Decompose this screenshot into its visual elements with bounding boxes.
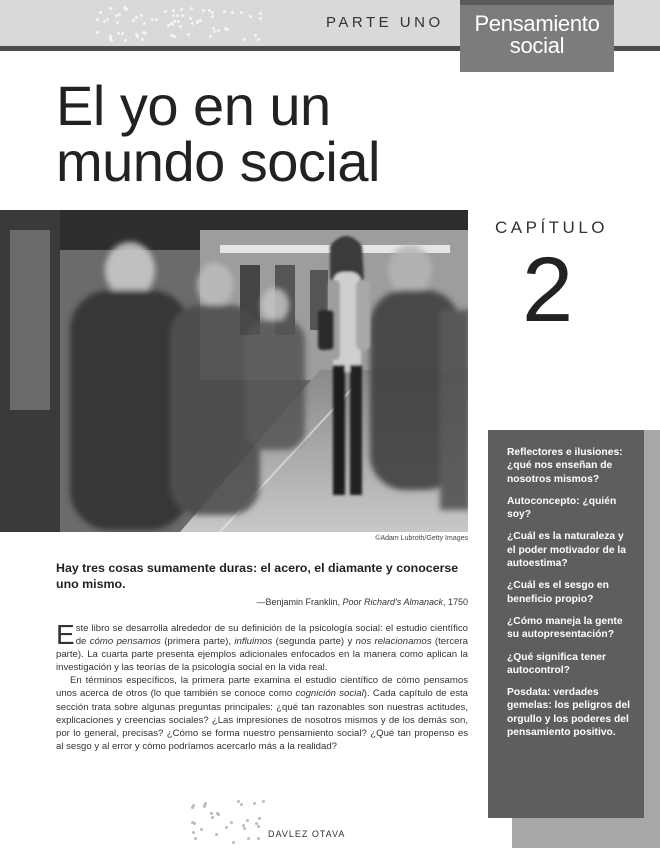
decorative-dot <box>151 18 154 21</box>
text-run: En términos específicos, la primera parte examina el estudio científico de cómo pensamos unos acerca de otros (lo que también se conoce como <box>56 675 468 700</box>
decorative-dot <box>254 34 257 37</box>
decorative-dot <box>217 29 220 32</box>
decorative-dot <box>246 819 249 822</box>
decorative-dot <box>253 802 256 805</box>
decorative-dot <box>210 812 213 815</box>
decorative-dot <box>96 31 99 34</box>
decorative-dot <box>116 21 119 24</box>
subway-platform-image <box>0 210 468 532</box>
chapter-number: 2 <box>522 239 574 341</box>
decorative-dot <box>211 11 214 14</box>
text-run-italic: cómo pensamos <box>89 636 161 648</box>
outline-item: ¿Cuál es el sesgo en beneficio propio? <box>507 580 609 605</box>
part-label: PARTE UNO <box>326 14 444 31</box>
decorative-dot <box>257 38 260 41</box>
decorative-dot <box>258 817 261 820</box>
decorative-dot <box>173 20 176 23</box>
chapter-title-line2: mundo social <box>56 130 380 193</box>
text-run: (tercera parte). La cuarta parte presenta ejemplos adicionales enfocados en la manera como aplican la investigación y las teorías de la psicología social en la vida real. <box>56 636 468 674</box>
outline-item: Posdata: verdades gemelas: los peligros del orgullo y los poderes del pensamiento positivo. <box>507 687 631 739</box>
decorative-dot <box>200 828 203 831</box>
publisher-logo: DAVLEZ OTAVA <box>268 829 346 839</box>
chapter-title <box>56 74 380 193</box>
section-tab: Pensamiento social <box>460 0 614 72</box>
decorative-dot <box>259 17 262 20</box>
decorative-dot <box>196 21 199 24</box>
decorative-dot <box>142 31 145 34</box>
bottom-rail <box>512 818 660 848</box>
text-run: ). Cada capítulo de esta sección trata sobre algunas preguntas principales: ¿qué tan razonables son nuestras actitudes, explicaciones y creencias sociales? ¿Las impresiones de nosotros mismos y de los demás son, por lo general, precisas? ¿Cómo se forma nuestro pensamiento social? ¿Qué tan propenso es al sesgo y al error y cómo podríamos acercarlo más a la realidad? <box>56 688 468 752</box>
body-text <box>56 619 468 753</box>
side-rail <box>644 430 660 848</box>
paragraph-1 <box>56 619 468 674</box>
decorative-dot <box>240 803 243 806</box>
decorative-dot <box>187 33 190 36</box>
epigraph-quote: Hay tres cosas sumamente duras: el acero, el diamante y conocerse uno mismo. <box>56 561 459 591</box>
decorative-dot <box>123 6 126 9</box>
epigraph-attribution <box>56 597 468 607</box>
decorative-dot <box>121 32 124 35</box>
decorative-dot <box>190 7 193 10</box>
chapter-photo <box>0 210 468 532</box>
decorative-dot <box>257 837 260 840</box>
decorative-dot <box>117 32 120 35</box>
epigraph-year: , 1750 <box>442 597 468 607</box>
text-run-italic: cognición social <box>295 688 364 700</box>
footer-dot-pattern <box>184 800 404 848</box>
decorative-dot <box>179 25 182 28</box>
decorative-dot <box>110 39 113 42</box>
decorative-dot <box>211 816 214 819</box>
epigraph-author: —Benjamin Franklin, <box>256 597 341 607</box>
text-run: (primera parte), <box>160 636 235 648</box>
outline-item: Reflectores e ilusiones: ¿qué nos enseñan de nosotros mismos? <box>507 447 623 485</box>
section-tab-accent <box>460 0 614 5</box>
decorative-dot <box>109 7 112 10</box>
outline-item: Autoconcepto: ¿quién soy? <box>507 495 617 521</box>
chapter-outline-sidebar <box>488 430 644 818</box>
header-dot-pattern <box>95 6 270 42</box>
decorative-dot <box>224 27 227 30</box>
decorative-dot <box>216 812 219 815</box>
text-run-italic: nos relacionamos <box>355 636 432 648</box>
outline-item: ¿Cómo maneja la gente su autopresentación? <box>507 615 623 641</box>
decorative-dot <box>135 33 138 36</box>
text-run: (segunda parte) y <box>272 636 356 648</box>
decorative-dot <box>155 18 158 21</box>
decorative-dot <box>140 14 143 17</box>
decorative-dot <box>192 804 195 807</box>
decorative-dot <box>172 9 175 12</box>
decorative-dot <box>172 14 175 17</box>
decorative-dot <box>191 22 194 25</box>
decorative-dot <box>143 22 146 25</box>
decorative-dot <box>193 822 196 825</box>
decorative-dot <box>135 16 138 19</box>
decorative-dot <box>240 11 243 14</box>
decorative-dot <box>177 20 180 23</box>
decorative-dot <box>194 837 197 840</box>
outline-item: ¿Qué significa tener autocontrol? <box>507 651 606 676</box>
decorative-dot <box>106 18 109 21</box>
decorative-dot <box>247 837 250 840</box>
decorative-dot <box>189 17 192 20</box>
outline-item: ¿Cuál es la naturaleza y el poder motivador de la autoestima? <box>507 531 627 570</box>
decorative-dot <box>192 831 195 834</box>
decorative-dot <box>259 12 262 15</box>
decorative-dot <box>262 800 265 803</box>
chapter-title-line1: El yo en un <box>56 74 331 137</box>
text-run: ste libro se desarrolla alrededor de su definición de la psicología social: el estudio científico de <box>75 623 468 648</box>
decorative-dot <box>173 35 176 38</box>
epigraph-work: Poor Richard's Almanack <box>342 597 443 607</box>
text-run-italic: influimos <box>234 636 273 648</box>
decorative-dot <box>231 11 234 14</box>
decorative-dot <box>230 821 233 824</box>
decorative-dot <box>132 19 135 22</box>
decorative-dot <box>257 825 260 828</box>
decorative-dot <box>203 805 206 808</box>
photo-credit: ©Adam Lubroth/Getty Images <box>375 535 468 542</box>
decorative-dot <box>223 10 226 13</box>
decorative-dot <box>176 14 179 17</box>
decorative-dot <box>99 11 102 14</box>
decorative-dot <box>118 13 121 16</box>
decorative-dot <box>215 833 218 836</box>
decorative-dot <box>124 39 127 42</box>
decorative-dot <box>213 30 216 33</box>
decorative-dot <box>164 10 167 13</box>
decorative-dot <box>225 826 228 829</box>
decorative-dot <box>181 14 184 17</box>
decorative-dot <box>202 9 205 12</box>
decorative-dot <box>96 18 99 21</box>
decorative-dot <box>249 15 252 18</box>
decorative-dot <box>211 15 214 18</box>
decorative-dot <box>237 800 240 803</box>
drop-cap: E <box>56 619 75 650</box>
decorative-dot <box>232 841 235 844</box>
decorative-dot <box>180 8 183 11</box>
decorative-dot <box>209 35 212 38</box>
chapter-label: CAPÍTULO <box>495 218 609 237</box>
paragraph-2 <box>56 674 468 753</box>
decorative-dot <box>243 827 246 830</box>
decorative-dot <box>199 19 202 22</box>
decorative-dot <box>141 38 144 41</box>
decorative-dot <box>243 38 246 41</box>
